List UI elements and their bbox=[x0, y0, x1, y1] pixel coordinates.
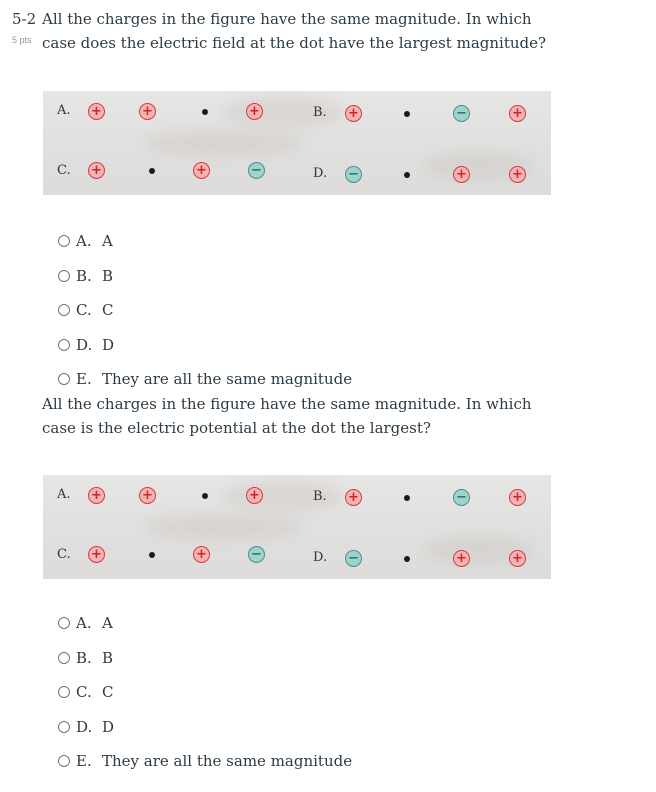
option-text: They are all the same magnitude bbox=[102, 752, 353, 770]
option-letter: D. bbox=[76, 717, 93, 736]
radio-button[interactable] bbox=[58, 304, 70, 316]
case-a-charge-3: + bbox=[246, 487, 263, 504]
option-letter: E. bbox=[76, 752, 92, 770]
option-text: A bbox=[102, 614, 113, 632]
radio-button[interactable] bbox=[58, 721, 70, 733]
case-c-charge-2: + bbox=[193, 162, 210, 179]
option-text: D bbox=[102, 335, 115, 354]
case-d-charge-2: + bbox=[453, 550, 470, 567]
case-b-charge-2: − bbox=[453, 105, 470, 122]
case-d-charge-3: + bbox=[509, 166, 526, 183]
radio-button[interactable] bbox=[58, 235, 70, 247]
case-c-charge-3: − bbox=[248, 546, 265, 563]
case-d-dot bbox=[404, 172, 410, 178]
option-letter: A. bbox=[76, 232, 92, 250]
case-a-dot bbox=[202, 493, 208, 499]
question-2-text: All the charges in the figure have the same magnitude. In which case is the electric potential at the dot the largest? bbox=[42, 395, 532, 437]
option-text: C bbox=[102, 683, 114, 701]
case-d-charge-3: + bbox=[509, 550, 526, 567]
case-b-dot bbox=[404, 495, 410, 501]
case-c-label: C. bbox=[57, 163, 71, 178]
q1-option-d[interactable] bbox=[58, 333, 352, 357]
question-1-options bbox=[58, 229, 352, 402]
q2-option-a[interactable] bbox=[58, 611, 352, 635]
case-a-charge-2: + bbox=[139, 103, 156, 120]
case-c-dot bbox=[149, 552, 155, 558]
q2-option-b[interactable] bbox=[58, 646, 352, 670]
case-a-label: A. bbox=[57, 487, 71, 502]
case-d-dot bbox=[404, 556, 410, 562]
q2-option-c[interactable] bbox=[58, 680, 352, 704]
case-b-charge-3: + bbox=[509, 489, 526, 506]
radio-button[interactable] bbox=[58, 755, 70, 767]
q2-option-d[interactable] bbox=[58, 715, 352, 739]
case-b-label: B. bbox=[313, 489, 327, 504]
case-c-charge-1: + bbox=[88, 162, 105, 179]
case-c-charge-1: + bbox=[88, 546, 105, 563]
option-letter: D. bbox=[76, 335, 93, 354]
option-letter: C. bbox=[76, 683, 92, 701]
case-c-charge-3: − bbox=[248, 162, 265, 179]
q1-option-c[interactable] bbox=[58, 298, 352, 322]
option-text: B bbox=[102, 648, 114, 667]
case-d-label: D. bbox=[313, 166, 328, 181]
option-letter: E. bbox=[76, 370, 92, 388]
case-b-dot bbox=[404, 111, 410, 117]
option-text: A bbox=[102, 232, 113, 250]
case-b-charge-2: − bbox=[453, 489, 470, 506]
option-text: B bbox=[102, 266, 114, 285]
case-d-charge-1: − bbox=[345, 550, 362, 567]
radio-button[interactable] bbox=[58, 617, 70, 629]
option-text: C bbox=[102, 301, 114, 319]
question-number: 5-2 bbox=[12, 10, 37, 28]
question-2-options bbox=[58, 611, 352, 784]
charges-figure-1 bbox=[43, 91, 551, 195]
case-a-dot bbox=[202, 109, 208, 115]
option-letter: B. bbox=[76, 648, 92, 667]
case-d-charge-2: + bbox=[453, 166, 470, 183]
case-b-label: B. bbox=[313, 105, 327, 120]
q2-option-e[interactable] bbox=[58, 749, 352, 773]
q1-option-e[interactable] bbox=[58, 367, 352, 391]
points-label: 5 pts bbox=[12, 35, 32, 45]
radio-button[interactable] bbox=[58, 652, 70, 664]
case-d-charge-1: − bbox=[345, 166, 362, 183]
case-d-label: D. bbox=[313, 550, 328, 565]
case-b-charge-3: + bbox=[509, 105, 526, 122]
option-letter: A. bbox=[76, 614, 92, 632]
case-a-label: A. bbox=[57, 103, 71, 118]
charges-figure-2 bbox=[43, 475, 551, 579]
option-letter: C. bbox=[76, 301, 92, 319]
question-1-text: All the charges in the figure have the same magnitude. In which case does the electric field at the dot have the largest magnitude? bbox=[42, 10, 547, 52]
case-a-charge-1: + bbox=[88, 103, 105, 120]
case-b-charge-1: + bbox=[345, 105, 362, 122]
q1-option-b[interactable] bbox=[58, 264, 352, 288]
option-text: They are all the same magnitude bbox=[102, 370, 353, 388]
case-c-label: C. bbox=[57, 547, 71, 562]
radio-button[interactable] bbox=[58, 373, 70, 385]
option-text: D bbox=[102, 717, 115, 736]
case-c-charge-2: + bbox=[193, 546, 210, 563]
case-a-charge-1: + bbox=[88, 487, 105, 504]
case-a-charge-3: + bbox=[246, 103, 263, 120]
case-a-charge-2: + bbox=[139, 487, 156, 504]
q1-option-a[interactable] bbox=[58, 229, 352, 253]
radio-button[interactable] bbox=[58, 339, 70, 351]
radio-button[interactable] bbox=[58, 270, 70, 282]
option-letter: B. bbox=[76, 266, 92, 285]
radio-button[interactable] bbox=[58, 686, 70, 698]
case-c-dot bbox=[149, 168, 155, 174]
case-b-charge-1: + bbox=[345, 489, 362, 506]
